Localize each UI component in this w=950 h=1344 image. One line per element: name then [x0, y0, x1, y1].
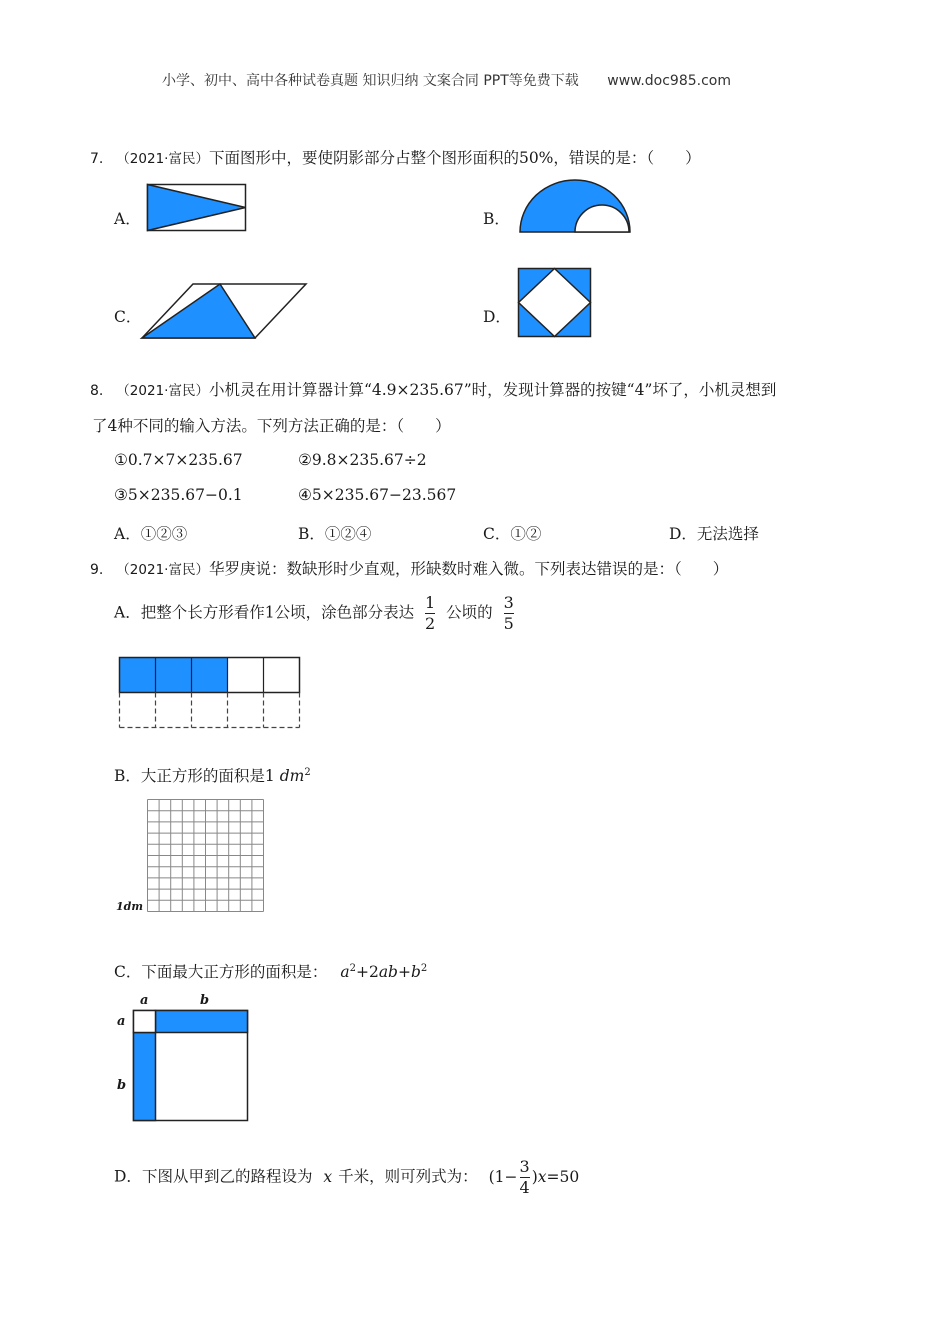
q8-method-4: ④5×235.67−23.567 [298, 486, 457, 504]
q9-d-text: 下图从甲到乙的路程设为 [141, 1167, 313, 1186]
q9-figure-b-grid [147, 799, 265, 913]
q9-a-mid-text: 公顷的 [446, 603, 493, 622]
q9-d-variable: x [323, 1167, 333, 1186]
page-header [162, 70, 731, 90]
q9-option-d[interactable] [114, 1158, 579, 1197]
q9-b-label: B． [114, 767, 141, 785]
q8-choice-b[interactable]: B．①②④ [298, 525, 372, 543]
q7-figure-a [147, 184, 247, 232]
frac-numerator: 1 [425, 593, 436, 612]
q7-source: （2021·富民） [116, 151, 209, 167]
q8-choice-a[interactable]: A．①②③ [114, 525, 188, 543]
q9-a-text: 把整个长方形看作1公顷，涂色部分表达 [140, 603, 415, 622]
frac-denominator: 5 [503, 614, 514, 633]
q7-number: 7. [90, 151, 104, 167]
q7-figure-d [518, 268, 592, 338]
q7-text: 下面图形中，要使阴影部分占整个图形面积的50%，错误的是：（ ） [208, 149, 701, 167]
q9-d-equation: (1− $\frac{3}{4}$ )x=50 [488, 1157, 580, 1197]
q9-b-text: 大正方形的面积是1 [140, 767, 275, 785]
q9-stem [90, 557, 728, 579]
q7-figure-c [141, 283, 307, 339]
q7-option-a-label[interactable]: A． [114, 210, 141, 228]
q9-d-label: D． [114, 1167, 142, 1186]
q7-option-b-label[interactable]: B． [483, 210, 510, 228]
q8-choice-d[interactable]: D．无法选择 [669, 525, 759, 543]
q9-a-fraction-2 [504, 594, 514, 633]
q8-text-line1: 小机灵在用计算器计算“4.9×235.67”时，发现计算器的按键“4”坏了，小机灵想到 [208, 381, 777, 399]
q8-text-line2: 了4种不同的输入方法。下列方法正确的是：（ ） [92, 417, 451, 435]
header-url[interactable]: www.doc985.com [607, 73, 731, 89]
q9-c-top-b-label: b [200, 993, 210, 1008]
q9-c-left-a-label: a [117, 1014, 126, 1029]
frac-numerator: 3 [503, 593, 514, 612]
q9-number: 9. [90, 562, 104, 578]
q7-stem [90, 146, 701, 168]
q9-b-unit: dm [279, 767, 305, 785]
q9-a-fraction-1 [425, 594, 435, 633]
frac-denominator: 2 [425, 614, 436, 633]
q9-option-b[interactable] [114, 764, 311, 786]
q8-method-3: ③5×235.67−0.1 [114, 486, 243, 504]
q9-c-text: 下面最大正方形的面积是： [141, 963, 328, 981]
q7-option-c-label[interactable]: C． [114, 308, 142, 326]
q9-b-unit-exponent: 2 [304, 766, 311, 778]
q8-choice-c[interactable]: C．①② [483, 525, 542, 543]
q8-method-2: ②9.8×235.67÷2 [298, 451, 427, 469]
header-text: 小学、初中、高中各种试卷真题 知识归纳 文案合同 PPT等免费下载 [162, 73, 579, 89]
q8-method-1: ①0.7×7×235.67 [114, 451, 243, 469]
q9-c-top-a-label: a [140, 993, 149, 1008]
q8-source: （2021·富民） [116, 383, 209, 399]
q9-b-grid-label: 1dm [116, 900, 143, 913]
q8-number: 8. [90, 383, 104, 399]
q9-a-label: A． [114, 603, 141, 622]
q9-d-unit-text: 千米，则可列式为： [338, 1167, 478, 1186]
q9-figure-a [119, 657, 301, 729]
q9-figure-c [133, 1010, 249, 1122]
q9-option-a[interactable] [114, 594, 520, 633]
q9-text: 华罗庚说：数缺形时少直观，形缺数时难入微。下列表达错误的是：（ ） [208, 560, 729, 578]
q8-stem-line1 [90, 378, 776, 400]
q9-c-left-b-label: b [117, 1078, 127, 1093]
q7-figure-b [519, 178, 631, 234]
q7-option-d-label[interactable]: D． [483, 308, 511, 326]
q9-c-expression: $a^2+2ab+b^2$ [340, 962, 428, 981]
q9-c-label: C． [114, 963, 142, 981]
q9-source: （2021·富民） [116, 562, 209, 578]
q9-option-c[interactable] [114, 960, 427, 982]
